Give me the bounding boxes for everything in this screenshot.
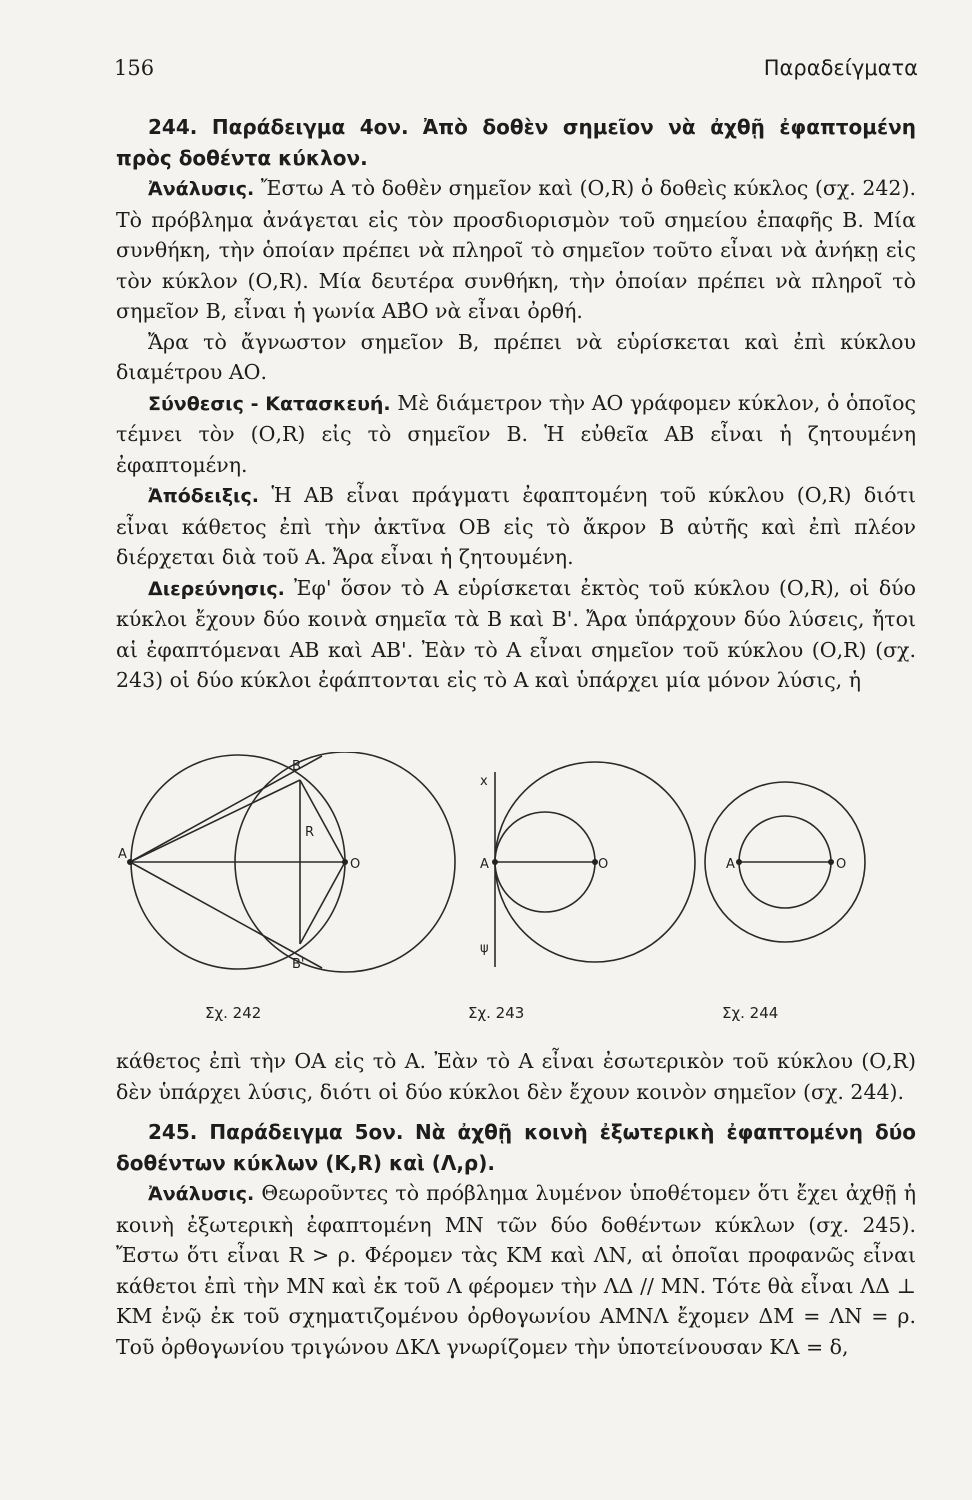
point-A-244 [736,859,742,865]
label-B2-242: B' [292,957,305,972]
page-number: 156 [114,56,155,80]
discussion-text: Ἐφ' ὅσον τὸ Α εὑρίσκεται ἐκτὸς τοῦ κύκλου (Ο,R), οἱ δύο κύκλοι ἔχουν δύο κοινὰ σημεῖα τὰ Β καὶ Β'. Ἄρα ὑπάρχουν δύο λύσεις, ἤτοι αἱ ἐφαπτόμεναι ΑΒ καὶ ΑΒ'. Ἐὰν τὸ Α εἶναι σημεῖον τοῦ κύκλου (Ο,R) (σχ. 243) οἱ δύο κύκλοι ἐφάπτονται εἰς τὸ Α καὶ ὑπάρχει μία μόνον λύσις, ἡ [116,575,916,692]
figure-244 [705,782,865,1022]
page-header [114,56,918,86]
tangent-AB2 [130,862,322,968]
figure-242 [118,752,455,1022]
discussion-paragraph [116,573,916,696]
label-A-244: A [726,857,735,872]
point-O-244 [828,859,834,865]
analysis-paragraph [116,173,916,327]
section-244-title: Ἀπὸ δοθὲν σημεῖον νὰ ἀχθῇ ἐφαπτομένη πρὸς δοθέντα κύκλον. [116,115,916,170]
analysis-245-label: Ἀνάλυσις. [148,1183,255,1205]
figures-row [100,752,920,1032]
caption-243: Σχ. 243 [468,1004,525,1022]
label-O-243: O [598,857,609,872]
section-244-heading [116,112,916,173]
section-244-number: 244. Παράδειγμα 4ον. [148,115,409,139]
point-A-243 [492,859,498,865]
point-O [342,859,348,865]
label-psi-243: ψ [480,941,489,956]
radius-OB2 [300,862,345,944]
analysis-text: Ἔστω Α τὸ δοθὲν σημεῖον καὶ (Ο,R) ὁ δοθεὶς κύκλος (σχ. 242). Τὸ πρόβλημα ἀνάγεται εἰς τὸν προσδιορισμὸν τοῦ σημείου ἐπαφῆς Β. Μία συνθήκη, τὴν ὁποίαν πρέπει νὰ πληροῖ τὸ σημεῖον τοῦτο εἶναι νὰ ἀνήκῃ εἰς τὸν κύκλον (Ο,R). Μία δευτέρα συνθήκη, τὴν ὁποίαν πρέπει νὰ πληροῖ τὸ σημεῖον Β, εἶναι ἡ γωνία ΑΒ̂Ο νὰ εἶναι ὀρθή. [116,176,916,323]
proof-text: Ἡ ΑΒ εἶναι πράγματι ἐφαπτομένη τοῦ κύκλου (Ο,R) διότι εἶναι κάθετος ἐπὶ τὴν ἀκτῖνα ΟΒ εἰς τὸ ἄκρον Β αὐτῆς καὶ ἐπὶ πλέον διέρχεται διὰ τοῦ Α. Ἄρα εἶναι ἡ ζητουμένη. [116,483,916,569]
label-A-243: A [480,857,489,872]
proof-paragraph [116,480,916,573]
caption-242: Σχ. 242 [205,1004,262,1022]
caption-244: Σχ. 244 [722,1004,779,1022]
synthesis-label: Σύνθεσις - Κατασκευή. [148,392,391,415]
label-R-242: R [305,825,315,840]
label-A-242: A [118,847,127,862]
label-O-242: O [350,857,361,872]
radius-OB [300,780,345,862]
synthesis-text: Μὲ διάμετρον τὴν ΑΟ γράφομεν κύκλον, ὁ ὁποῖος τέμνει τὸν (Ο,R) εἰς τὸ σημεῖον Β. Ἡ εὐθεῖα ΑΒ εἶναι ἡ ζητουμένη ἐφαπτομένη. [116,390,916,477]
discussion-continuation: κάθετος ἐπὶ τὴν ΟΑ εἰς τὸ Α. Ἐὰν τὸ Α εἶναι ἐσωτερικὸν τοῦ κύκλου (Ο,R) δὲν ὑπάρχει λύσις, διότι οἱ δύο κύκλοι δὲν ἔχουν κοινὸν σημεῖον (σχ. 244). [116,1049,916,1104]
proof-label: Ἀπόδειξις. [148,485,259,507]
section-245-heading [116,1117,916,1178]
analysis-245-text: Θεωροῦντες τὸ πρόβλημα λυμένον ὑποθέτομεν ὅτι ἔχει ἀχθῇ ἡ κοινὴ ἐξωτερικὴ ἐφαπτομένη ΜΝ τῶν δύο δοθέντων κύκλων (σχ. 245). Ἔστω ὅτι εἶναι R > ρ. Φέρομεν τὰς ΚΜ καὶ ΛΝ, αἱ ὁποῖαι προφανῶς εἶναι κάθετοι ἐπὶ τὴν ΜΝ καὶ ἐκ τοῦ Λ φέρομεν τὴν ΛΔ // ΜΝ. Τότε θὰ εἶναι ΛΔ ⊥ ΚΜ ἐνῷ ἐκ τοῦ σχηματιζομένου ὀρθογωνίου ΑΜΝΛ ἔχομεν ΔΜ = ΛΝ = ρ. Τοῦ ὀρθογωνίου τριγώνου ΔΚΛ γνωρίζομεν τὴν ὑποτείνουσαν ΚΛ = δ, [116,1181,916,1359]
label-O-244: O [836,857,847,872]
analysis-paragraph-2: Ἄρα τὸ ἄγνωστον σημεῖον Β, πρέπει νὰ εὑρίσκεται καὶ ἐπὶ κύκλου διαμέτρου ΑΟ. [116,329,916,384]
synthesis-paragraph [116,388,916,481]
section-244 [116,112,916,696]
section-245-block [116,1046,916,1362]
point-A [127,859,133,865]
segment-AB [130,780,300,862]
figure-243 [468,762,695,1022]
section-245-number: 245. Παράδειγμα 5ον. [148,1120,404,1144]
figures-svg [100,752,920,1032]
label-B-242: B [292,759,301,774]
running-title: Παραδείγματα [763,56,918,80]
analysis-label: Ἀνάλυσις. [148,178,255,200]
section-245-title: Νὰ ἀχθῇ κοινὴ ἐξωτερικὴ ἐφαπτομένη δύο δοθέντων κύκλων (Κ,R) καὶ (Λ,ρ). [116,1120,916,1175]
analysis-245-paragraph [116,1178,916,1362]
discussion-label: Διερεύνησις. [148,577,285,600]
label-x-243: x [480,774,488,789]
